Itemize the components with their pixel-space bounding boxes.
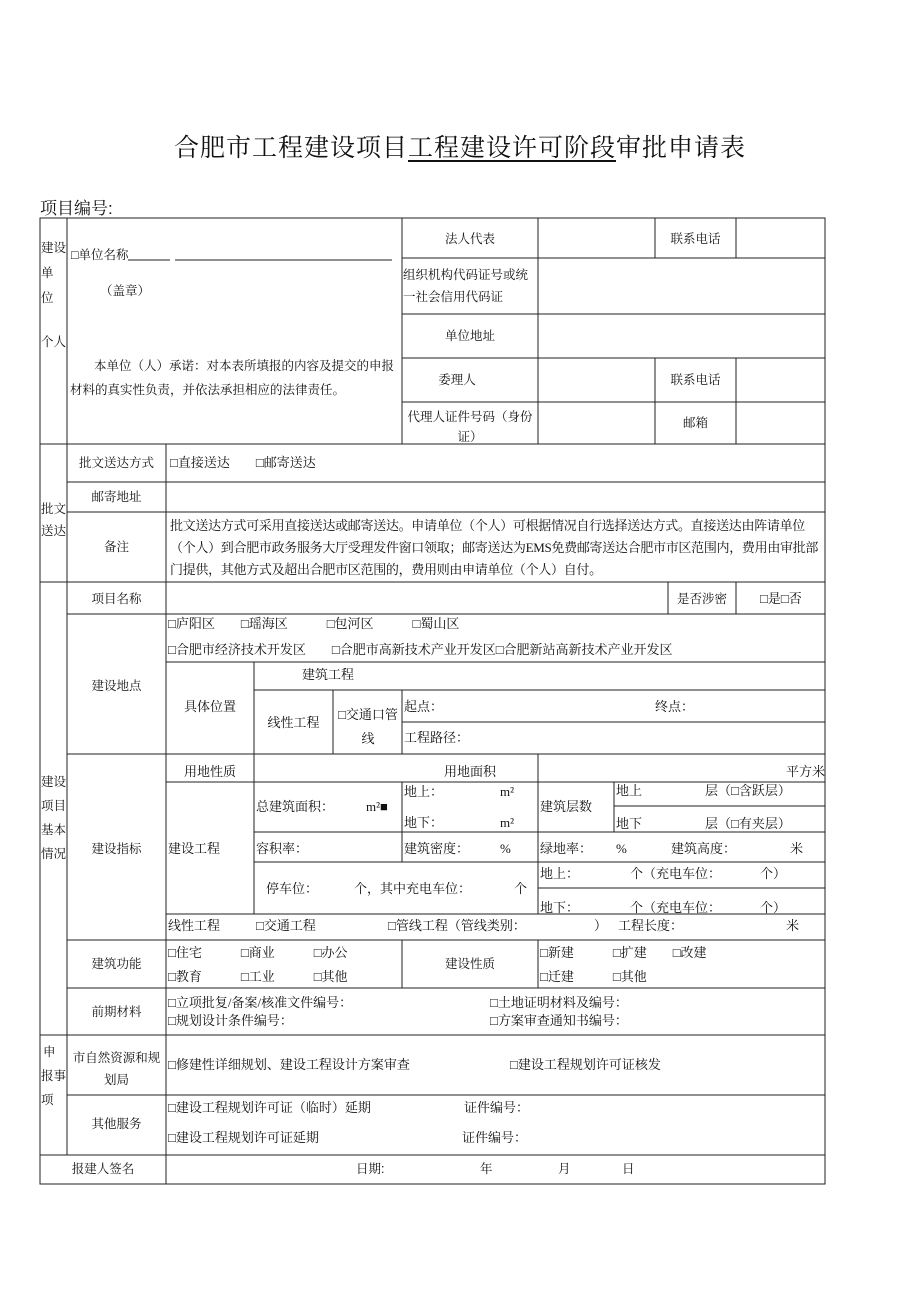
nature-options-1[interactable]: □新建 □扩建 □改建 [540, 945, 707, 960]
construction-project-label: 建设工程 [168, 841, 221, 856]
remark-text: 批文送达方式可采用直接送达或邮寄送达。申请单位（个人）可根据情况自行选择送达方式。直接送达由阵请单位（个人）到合肥市政务服务大厅受理发件窗口领取；邮寄送达为EMS免费邮寄送达合肥市市区范围内，费用由审批部门提供，其他方式及超出合肥市区范围的，费用则由申请单位（个人）自付。 [170, 518, 819, 577]
day-label: 日 [622, 1162, 635, 1176]
linear-project-label: 线性工程 [267, 715, 320, 730]
side-label-unit-1: 建设 [41, 241, 67, 255]
start-label: 起点： [404, 699, 444, 714]
parking-end: 个 [514, 881, 528, 896]
bureau-option-2[interactable]: □建设工程规划许可证核发 [510, 1057, 661, 1072]
title-part-3: 审批申请表 [616, 134, 747, 162]
commitment-text: 本单位（人）承诺：对本表所填报的内容及提交的申报材料的真实性负责，并依法承担相应的法律责任。 [70, 359, 395, 397]
pre-material-2[interactable]: □土地证明材料及编号： [490, 995, 628, 1010]
land-nature-label: 用地性质 [183, 764, 236, 779]
title-part-1: 合肥市工程建设项目 [173, 134, 408, 162]
side-label-delivery: 批文送达 [41, 502, 67, 538]
unit-name-label[interactable]: □单位名称 [71, 248, 129, 262]
project-name-label: 项目名称 [91, 592, 142, 606]
route-label: 工程路径： [404, 730, 470, 745]
land-area-label: 用地面积 [443, 764, 496, 779]
other-cert-2: 证件编号： [462, 1130, 528, 1145]
email-label: 邮箱 [682, 416, 708, 430]
other-option-2[interactable]: □建设工程规划许可证延期 [168, 1130, 319, 1145]
floor-below-suffix: 层（□有夹层） [705, 816, 791, 831]
total-area-label: 总建筑面积： [256, 799, 335, 814]
side-label-project: 建设项目基本情况 [41, 775, 67, 861]
side-label-apply-1: 申 [43, 1045, 56, 1059]
height-label: 建筑高度： [671, 841, 737, 856]
side-label-unit-4: 个人 [41, 335, 67, 349]
green-unit: % [616, 841, 627, 856]
area-above-label: 地上： [404, 784, 444, 799]
function-label: 建筑功能 [91, 957, 142, 971]
legal-rep-label: 法人代表 [444, 232, 495, 246]
area-below-unit: m² [500, 815, 515, 830]
pre-material-3[interactable]: □规划设计条件编号： [168, 1013, 293, 1028]
remark-label: 备注 [103, 540, 129, 554]
delivery-method-options[interactable]: □直接送达 □邮寄送达 [170, 455, 316, 470]
function-options-1[interactable]: □住宅 □商业 □办公 [168, 945, 348, 960]
seal-label: （盖章） [100, 284, 151, 298]
traffic-pipe-option[interactable]: □交通口管线 [338, 707, 398, 746]
park-below-end: 个） [760, 900, 787, 915]
total-area-unit: m²■ [366, 799, 388, 814]
traffic-option[interactable]: □交通工程 [256, 918, 316, 933]
other-cert-1: 证件编号： [464, 1100, 530, 1115]
agent-id-label: 代理人证件号码（身份证） [407, 410, 533, 444]
park-below-label: 地下： [540, 900, 580, 915]
floors-label: 建筑层数 [540, 799, 593, 814]
floor-below-label: 地下 [616, 816, 643, 831]
pipe-option[interactable]: □管线工程（管线类别： [388, 918, 526, 933]
park-below-mid: 个（充电车位： [630, 900, 722, 915]
parking-label: 停车位： [266, 881, 319, 896]
specific-position-label: 具体位置 [183, 699, 236, 714]
pre-materials-label: 前期材料 [91, 1005, 142, 1019]
far-label: 容积率： [256, 841, 309, 856]
length-label: 工程长度： [618, 918, 684, 933]
bureau-option-1[interactable]: □修建性详细规划、建设工程设计方案审查 [168, 1057, 410, 1072]
pre-material-4[interactable]: □方案审查通知书编号： [490, 1013, 628, 1028]
zone-options[interactable]: □合肥市经济技术开发区 □合肥市高新技术产业开发区□合肥新站高新技术产业开发区 [168, 642, 673, 657]
title-part-2: 工程建设许可阶段 [407, 134, 616, 162]
other-option-1[interactable]: □建设工程规划许可证（临时）延期 [168, 1100, 371, 1115]
month-label: 月 [558, 1162, 571, 1176]
floor-above-suffix: 层（□含跃层） [705, 783, 791, 798]
park-above-label: 地上： [540, 866, 580, 881]
nature-label: 建设性质 [444, 957, 495, 971]
sqm-unit: 平方米 [786, 764, 826, 779]
delivery-method-label: 批文送达方式 [78, 456, 154, 470]
date-label: 日期: [356, 1162, 385, 1176]
signature-label: 报建人签名 [71, 1162, 135, 1176]
density-unit: % [500, 841, 511, 856]
green-label: 绿地率： [540, 841, 593, 856]
length-unit: 米 [786, 918, 800, 933]
address-label: 单位地址 [444, 329, 495, 343]
agent-phone-label: 联系电话 [670, 373, 721, 387]
other-services-label: 其他服务 [91, 1117, 142, 1131]
secret-label: 是否涉密 [676, 592, 727, 606]
area-below-label: 地下： [404, 815, 444, 830]
pipe-end: ） [594, 918, 608, 933]
year-label: 年 [480, 1162, 493, 1176]
project-number-label: 项目编号: [40, 199, 113, 218]
mail-address-label: 邮寄地址 [91, 490, 142, 504]
parking-mid: 个，其中充电车位： [354, 881, 472, 896]
side-label-apply-2: 报事 [41, 1069, 67, 1083]
side-label-unit-2: 单 [41, 266, 54, 280]
function-options-2[interactable]: □教育 □工业 □其他 [168, 969, 348, 984]
side-label-apply-3: 项 [41, 1093, 54, 1107]
location-label: 建设地点 [91, 679, 142, 693]
height-unit: 米 [790, 841, 804, 856]
linear-project-label-2: 线性工程 [168, 918, 221, 933]
district-options[interactable]: □庐阳区 □瑶海区 □包河区 □蜀山区 [168, 616, 460, 631]
building-project-label: 建筑工程 [302, 667, 355, 682]
park-above-mid: 个（充电车位： [630, 866, 722, 881]
secret-options[interactable]: □是□否 [760, 591, 802, 606]
indicators-label: 建设指标 [91, 842, 142, 856]
pre-material-1[interactable]: □立项批复/备案/核准文件编号： [168, 995, 353, 1010]
area-above-unit: m² [500, 784, 515, 799]
floor-above-label: 地上 [616, 783, 643, 798]
bureau-label: 市自然资源和规划局 [72, 1051, 161, 1087]
nature-options-2[interactable]: □迁建 □其他 [540, 969, 647, 984]
end-label: 终点： [655, 699, 695, 714]
park-above-end: 个） [760, 866, 787, 881]
agent-label: 委理人 [438, 373, 476, 387]
legal-phone-label: 联系电话 [670, 232, 721, 246]
org-code-label: 组织机构代码证号或统一社会信用代码证 [403, 268, 529, 304]
side-label-unit-3: 位 [41, 291, 54, 305]
density-label: 建筑密度： [404, 841, 470, 856]
